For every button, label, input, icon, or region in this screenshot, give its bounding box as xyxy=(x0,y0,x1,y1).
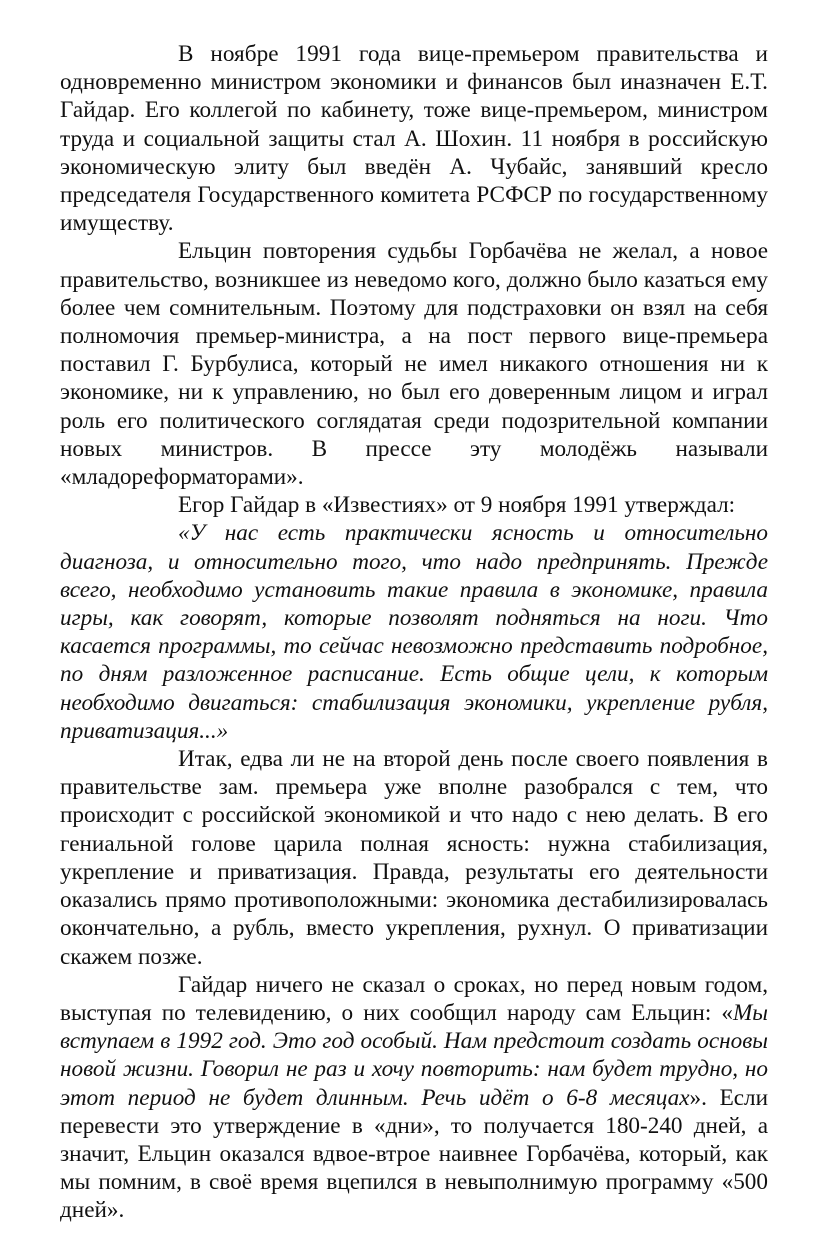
paragraph xyxy=(60,971,768,1225)
paragraph xyxy=(60,491,768,519)
quote-text: «У нас есть практически ясность и относительно диагноза, и относительно того, что надо предпринять. Прежде всего, необходимо установить такие правила в экономике, правила игры, как говорят, которые позволят подняться на ноги. Что касается программы, то сейчас невозможно представить подробное, по дням разложенное расписание. Есть общие цели, к которым необходимо двигаться: стабилизация экономики, укрепление рубля, приватизация...» xyxy=(60,520,768,744)
paragraph-text: Гайдар ничего не сказал о сроках, но перед новым годом, выступая по телевидению, о них сообщил народу сам Ельцин: « xyxy=(60,971,768,1026)
paragraph-text: Итак, едва ли не на второй день после своего появления в правительстве зам. премьера уже вполне разобрался с тем, что происходит с российской экономикой и что надо с нею делать. В его гениальной голове царила полная ясность: нужна стабилизация, укрепление и приватизация. Правда, результаты его деятельности оказались прямо противоположными: экономика дестабилизировалась окончательно, а рубль, вместо укрепления, рухнул. О приватизации скажем позже. xyxy=(60,746,768,970)
paragraph xyxy=(60,40,768,237)
paragraph xyxy=(60,237,768,491)
paragraph-text: ». Если перевести это утверждение в «дни», то получается 180-240 дней, а значит, Ельцин оказался вдвое-втрое наивнее Горбачёва, который, как мы помним, в своё время вцепился в невыполнимую программу «500 дней». xyxy=(60,1084,769,1224)
document-page xyxy=(60,40,768,1225)
quote-paragraph xyxy=(60,519,768,745)
paragraph xyxy=(60,745,768,971)
inline-quote-text: Мы вступаем в 1992 год. Это год особый. Нам предстоит создать основы новой жизни. Говорил не раз и хочу повторить: нам будет трудно, но этот период не будет длинным. Речь идёт о 6-8 месяцах xyxy=(60,999,768,1111)
paragraph-text: Егор Гайдар в «Известиях» от 9 ноября 1991 утверждал: xyxy=(178,492,736,519)
paragraph-text: В ноябре 1991 года вице-премьером правительства и одновременно министром экономики и финансов был иназначен Е.Т. Гайдар. Его коллегой по кабинету, тоже вице-премьером, министром труда и социальной защиты стал А. Шохин. 11 ноября в российскую экономическую элиту был введён А. Чубайс, занявший кресло председателя Государственного комитета РСФСР по государственному имуществу. xyxy=(60,41,768,237)
paragraph-text: Ельцин повторения судьбы Горбачёва не желал, а новое правительство, возникшее из неведомо кого, должно было казаться ему более чем сомнительным. Поэтому для подстраховки он взял на себя полномочия премьер-министра, а на пост первого вице-премьера поставил Г. Бурбулиса, который не имел никакого отношения ни к экономике, ни к управлению, но был его доверенным лицом и играл роль его политического соглядатая среди подозрительной компании новых министров. В прессе эту молодёжь называли «младореформаторами». xyxy=(60,238,768,491)
